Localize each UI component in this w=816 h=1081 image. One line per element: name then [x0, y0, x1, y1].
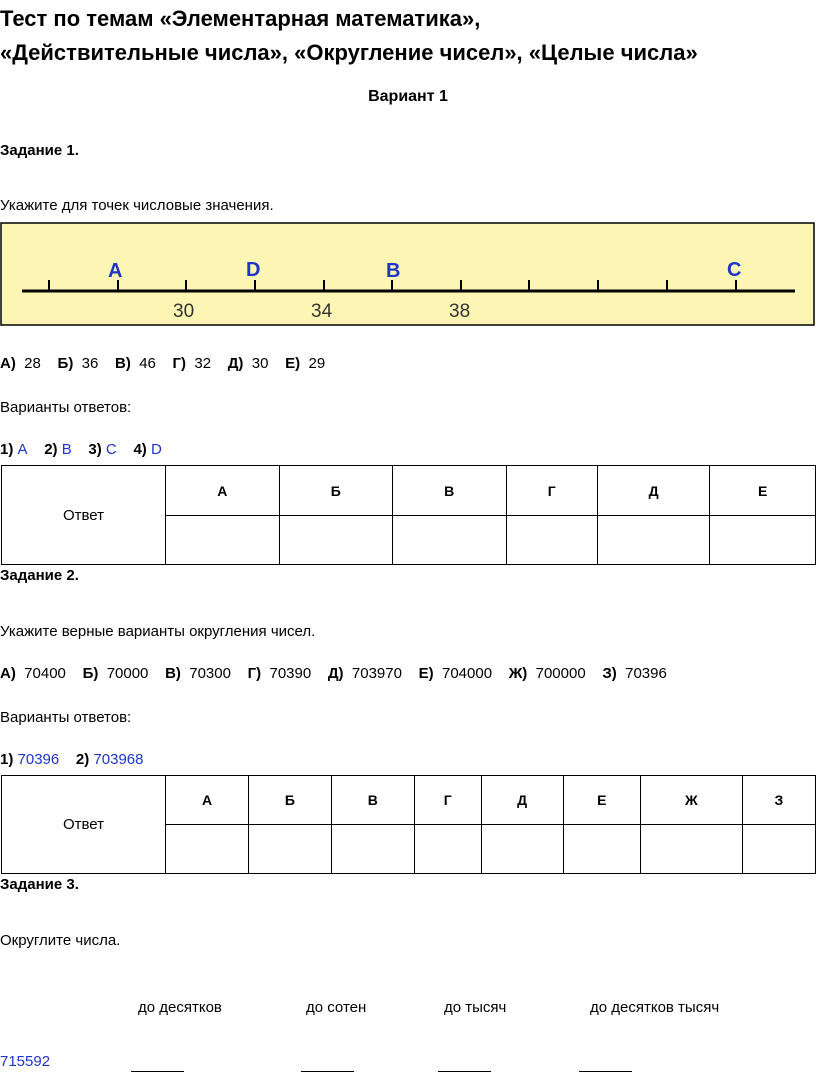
answer-cell[interactable] — [597, 516, 709, 565]
task2-value-key: Е) — [418, 665, 434, 682]
table-header-cell: Е — [563, 776, 640, 825]
point-label-d: D — [246, 259, 261, 281]
task3-heading: Задание 3. — [0, 876, 79, 893]
answer-cell[interactable] — [279, 516, 392, 565]
task2-value: 70000 — [106, 665, 149, 682]
table-header-cell: Г — [506, 466, 597, 516]
task2-value: 70390 — [269, 665, 312, 682]
table-header-cell: Б — [279, 466, 392, 516]
title-line-1: Тест по темам «Элементарная математика», — [0, 6, 481, 31]
answer-cell[interactable] — [563, 825, 640, 874]
table-header-cell: Г — [414, 776, 481, 825]
task2-instruction: Укажите верные варианты округления чисел. — [0, 623, 316, 640]
task3-instruction: Округлите числа. — [0, 932, 121, 949]
table-header-cell: З — [742, 776, 815, 825]
table-header-cell: Д — [481, 776, 563, 825]
task2-value-key: Д) — [327, 665, 344, 682]
task2-value: 70400 — [24, 665, 66, 682]
column-header-thousands: до тысяч — [444, 999, 507, 1016]
task2-value: 704000 — [441, 665, 493, 682]
task1-instruction: Укажите для точек числовые значения. — [0, 197, 274, 214]
task1-value: 36 — [81, 355, 99, 372]
answer-value: 703968 — [93, 751, 144, 768]
task1-value-key: Е) — [285, 355, 301, 372]
task1-value-key: Б) — [57, 355, 74, 372]
answer-cell[interactable] — [640, 825, 742, 874]
table-header-cell: Ж — [640, 776, 742, 825]
answer-cell[interactable] — [414, 825, 481, 874]
task1-answers-label: Варианты ответов: — [0, 399, 132, 416]
table-header-cell: Д — [597, 466, 709, 516]
task1-answer-table — [1, 465, 816, 565]
task2-value-key: Б) — [82, 665, 99, 682]
answer-cell[interactable] — [506, 516, 597, 565]
answer-blank-thousands[interactable] — [438, 1071, 491, 1072]
task2-answers-label: Варианты ответов: — [0, 709, 132, 726]
answer-number: 2) — [44, 441, 58, 458]
answer-blank-ten-thousands[interactable] — [579, 1071, 632, 1072]
table-header-cell: А — [166, 466, 280, 516]
tick-label-38: 38 — [449, 301, 471, 322]
answer-number: 3) — [88, 441, 102, 458]
task2-value: 70396 — [625, 665, 667, 682]
answer-value: 70396 — [17, 751, 60, 768]
task2-value-key: З) — [602, 665, 617, 682]
task2-value-key: Г) — [247, 665, 262, 682]
task1-value: 29 — [308, 355, 326, 372]
task2-value: 700000 — [535, 665, 586, 682]
task1-heading: Задание 1. — [0, 142, 79, 159]
answer-cell[interactable] — [249, 825, 332, 874]
answer-value: D — [150, 441, 162, 458]
answer-cell[interactable] — [166, 825, 249, 874]
task2-heading: Задание 2. — [0, 567, 79, 584]
table-header-cell: Е — [710, 466, 816, 516]
answer-value: B — [61, 441, 72, 458]
task1-value-key: А) — [0, 355, 16, 372]
answer-value: A — [17, 441, 28, 458]
task2-value-key: А) — [0, 665, 16, 682]
task2-value: 703970 — [351, 665, 402, 682]
tick-label-30: 30 — [173, 301, 195, 322]
column-header-tens: до десятков — [138, 999, 222, 1016]
task3-number: 715592 — [0, 1053, 51, 1070]
answer-cell[interactable] — [742, 825, 815, 874]
answer-cell[interactable] — [331, 825, 414, 874]
task1-values — [0, 355, 325, 372]
point-label-c: C — [727, 259, 742, 281]
table-header-cell: А — [166, 776, 249, 825]
answer-row-label: Ответ — [2, 776, 166, 874]
task1-value-key: Д) — [227, 355, 244, 372]
task1-answers — [0, 441, 162, 458]
task1-value: 46 — [139, 355, 156, 372]
task1-value-key: В) — [115, 355, 131, 372]
number-line-figure — [0, 222, 816, 326]
task2-answers — [0, 751, 143, 768]
task1-value-key: Г) — [172, 355, 187, 372]
page-title — [0, 2, 816, 70]
column-header-ten-thousands: до десятков тысяч — [590, 999, 720, 1016]
column-header-hundreds: до сотен — [306, 999, 367, 1016]
task2-value-key: Ж) — [508, 665, 528, 682]
task2-value-key: В) — [165, 665, 181, 682]
task1-value: 30 — [251, 355, 269, 372]
table-header-cell: В — [331, 776, 414, 825]
number-line-background — [1, 223, 814, 325]
answer-number: 1) — [0, 441, 14, 458]
task2-answer-table — [1, 775, 816, 874]
answer-cell[interactable] — [481, 825, 563, 874]
task1-value: 28 — [24, 355, 41, 372]
answer-blank-hundreds[interactable] — [301, 1071, 354, 1072]
answer-value: C — [105, 441, 117, 458]
variant-heading: Вариант 1 — [368, 88, 448, 105]
task1-value: 32 — [194, 355, 212, 372]
point-label-b: B — [386, 260, 401, 282]
task2-values — [0, 665, 667, 682]
table-header-cell: Б — [249, 776, 332, 825]
tick-label-34: 34 — [311, 301, 333, 322]
title-line-2: «Действительные числа», «Округление чисел», «Целые числа» — [0, 40, 698, 65]
answer-number: 4) — [133, 441, 147, 458]
task2-value: 70300 — [189, 665, 231, 682]
answer-row-label: Ответ — [2, 466, 166, 565]
answer-cell[interactable] — [392, 516, 506, 565]
table-header-cell: В — [392, 466, 506, 516]
answer-number: 2) — [75, 751, 90, 768]
answer-cell[interactable] — [166, 516, 280, 565]
answer-cell[interactable] — [710, 516, 816, 565]
point-label-a: A — [108, 260, 123, 282]
answer-blank-tens[interactable] — [131, 1071, 184, 1072]
answer-number: 1) — [0, 751, 14, 768]
